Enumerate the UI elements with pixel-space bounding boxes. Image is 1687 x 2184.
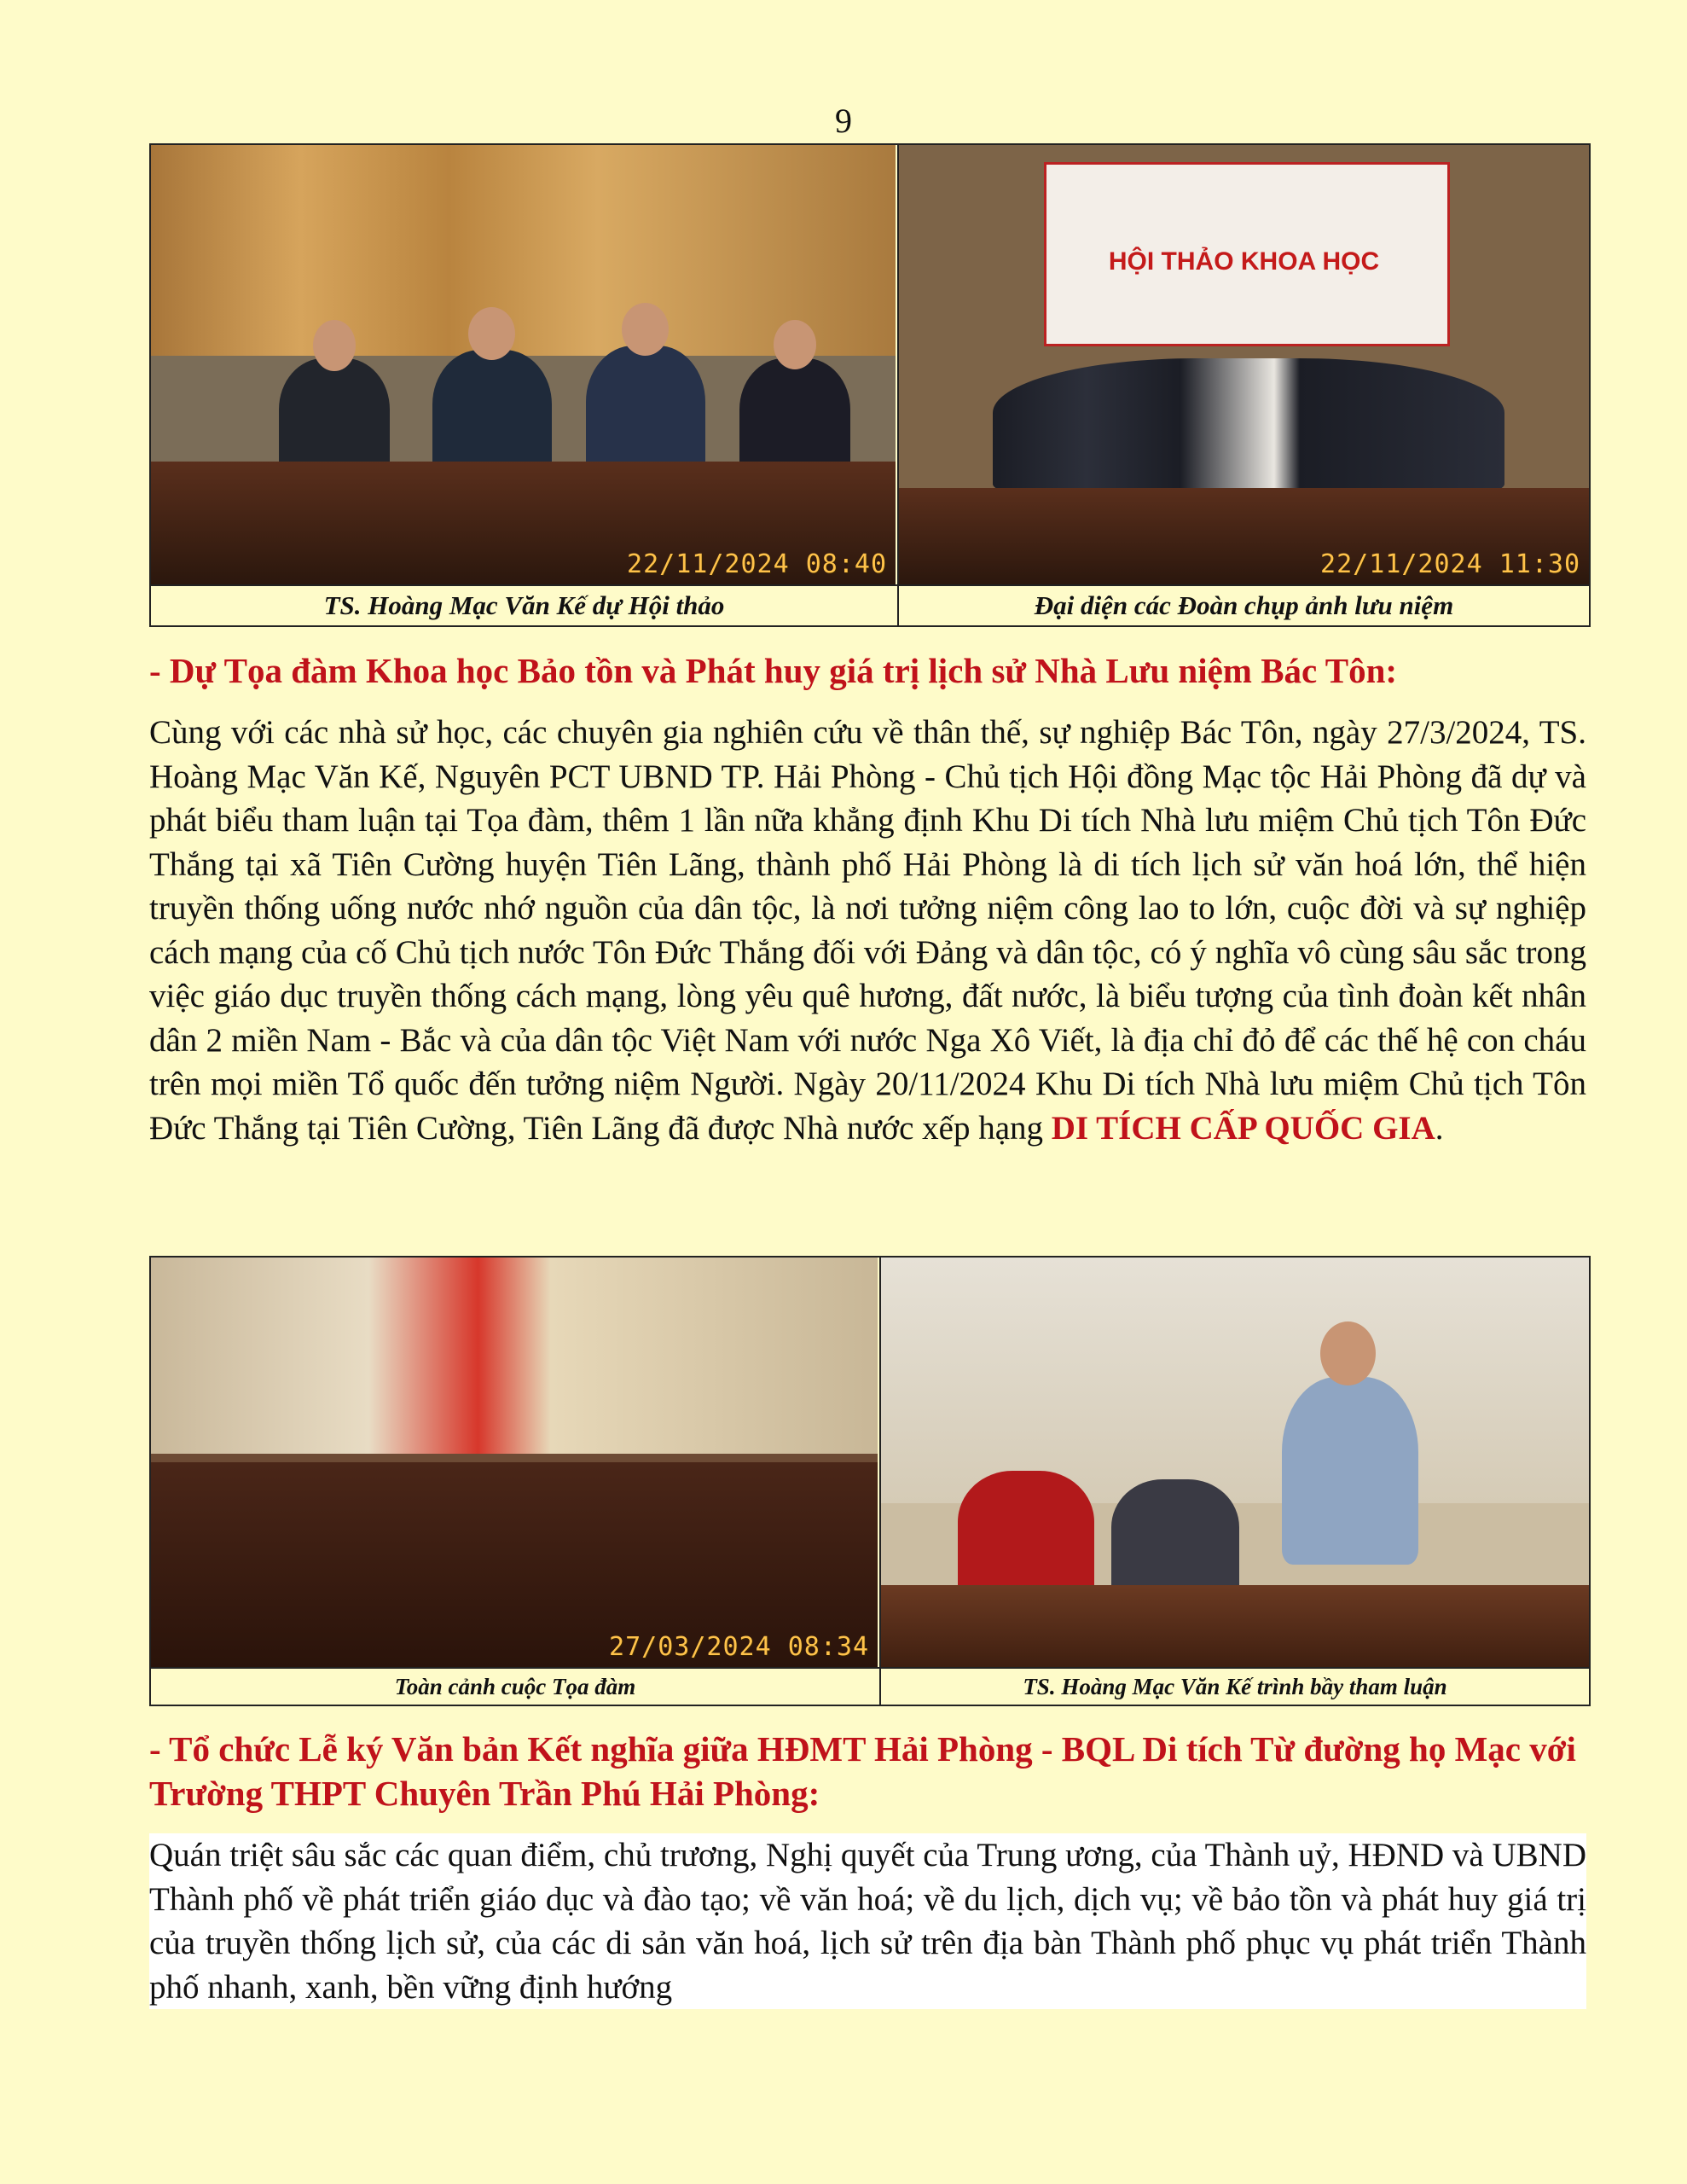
person-figure [958, 1471, 1094, 1599]
caption-right-1: Đại diện các Đoàn chụp ảnh lưu niệm [898, 585, 1590, 626]
paragraph-text: Cùng với các nhà sử học, các chuyên gia nghiên cứu về thân thế, sự nghiệp Bác Tôn, ngày 27/3/2024, TS. Hoàng Mạc Văn Kế, Nguyên PCT UBND TP. Hải Phòng - Chủ tịch Hội đồng Mạc tộc Hải Phòng đã dự và phát biểu tham luận tại Tọa đàm, thêm 1 lần nữa khẳng định Khu Di tích Nhà lưu miệm Chủ tịch Tôn Đức Thắng tại xã Tiên Cường huyện Tiên Lãng, thành phố Hải Phòng là di tích lịch sử văn hoá lớn, thể hiện truyền thống uống nước nhớ nguồn của dân tộc, là nơi tưởng niệm công lao to lớn, cuộc đời và sự nghiệp cách mạng của cố Chủ tịch nước Tôn Đức Thắng đối với Đảng và dân tộc, có ý nghĩa vô cùng sâu sắc trong việc giáo dục truyền thống cách mạng, lòng yêu quê hương, đất nước, là biểu tượng của tình đoàn kết nhân dân 2 miền Nam - Bắc và của dân tộc Việt Nam với nước Nga Xô Viết, là địa chỉ đỏ để các thế hệ con cháu trên mọi miền Tổ quốc đến tưởng niệm Người. Ngày 20/11/2024 Khu Di tích Nhà lưu miệm Chủ tịch Tôn Đức Thắng tại Tiên Cường, Tiên Lãng đã được Nhà nước xếp hạng [149, 714, 1586, 1147]
speaker-figure [1282, 1377, 1418, 1565]
photo-timestamp: 27/03/2024 08:34 [609, 1632, 869, 1662]
photo-cell-right-1 [898, 144, 1590, 585]
section-paragraph-2: Quán triệt sâu sắc các quan điểm, chủ trương, Nghị quyết của Trung ương, của Thành uỷ, HĐND và UBND Thành phố về phát triển giáo dục và đào tạo; về văn hoá; về du lịch, dịch vụ; về bảo tồn và phát huy giá trị của truyền thống lịch sử, của các di sản văn hoá, lịch sử trên địa bàn Thành phố phục vụ phát triển Thành phố nhanh, xanh, bền vững định hướng [149, 1833, 1586, 2009]
photo-table-2 [149, 1256, 1591, 1706]
photo-cell-left-1 [150, 144, 898, 585]
highlight-text: DI TÍCH CẤP QUỐC GIA [1051, 1109, 1435, 1147]
person-head [774, 320, 816, 369]
conference-photo [151, 145, 896, 584]
photo-timestamp: 22/11/2024 11:30 [1320, 549, 1580, 579]
caption-left-2: Toàn cảnh cuộc Tọa đàm [150, 1668, 880, 1705]
conference-table [881, 1585, 1589, 1667]
section-heading-2: - Tổ chức Lễ ký Văn bản Kết nghĩa giữa HĐMT Hải Phòng - BQL Di tích Từ đường họ Mạc với Trường THPT Chuyên Trần Phú Hải Phòng: [149, 1729, 1576, 1813]
photo-cell-right-2 [880, 1257, 1590, 1668]
person-head [468, 307, 515, 360]
section-heading-1: - Dự Tọa đàm Khoa học Bảo tồn và Phát huy giá trị lịch sử Nhà Lưu niệm Bác Tôn: [149, 651, 1398, 690]
photo-timestamp: 22/11/2024 08:40 [627, 549, 887, 579]
paragraph-end: . [1435, 1109, 1444, 1147]
group-photo [899, 145, 1589, 584]
photo-wall [151, 1258, 878, 1454]
person-head [313, 320, 356, 371]
caption-right-2: TS. Hoàng Mạc Văn Kế trình bầy tham luận [880, 1668, 1590, 1705]
speaker-photo [881, 1258, 1589, 1667]
person-figure [1111, 1479, 1239, 1599]
caption-left-1: TS. Hoàng Mạc Văn Kế dự Hội thảo [150, 585, 898, 626]
page-number: 9 [835, 102, 852, 140]
photo-wall [881, 1258, 1589, 1503]
person-head [622, 303, 669, 356]
photo-cell-left-2 [150, 1257, 880, 1668]
banner-title: HỘI THẢO KHOA HỌC [1108, 247, 1380, 276]
photo-table-1 [149, 143, 1591, 627]
roundtable-photo [151, 1258, 878, 1667]
speaker-head [1320, 1321, 1376, 1385]
group-of-people [993, 358, 1504, 495]
section-paragraph-1 [149, 711, 1586, 1150]
